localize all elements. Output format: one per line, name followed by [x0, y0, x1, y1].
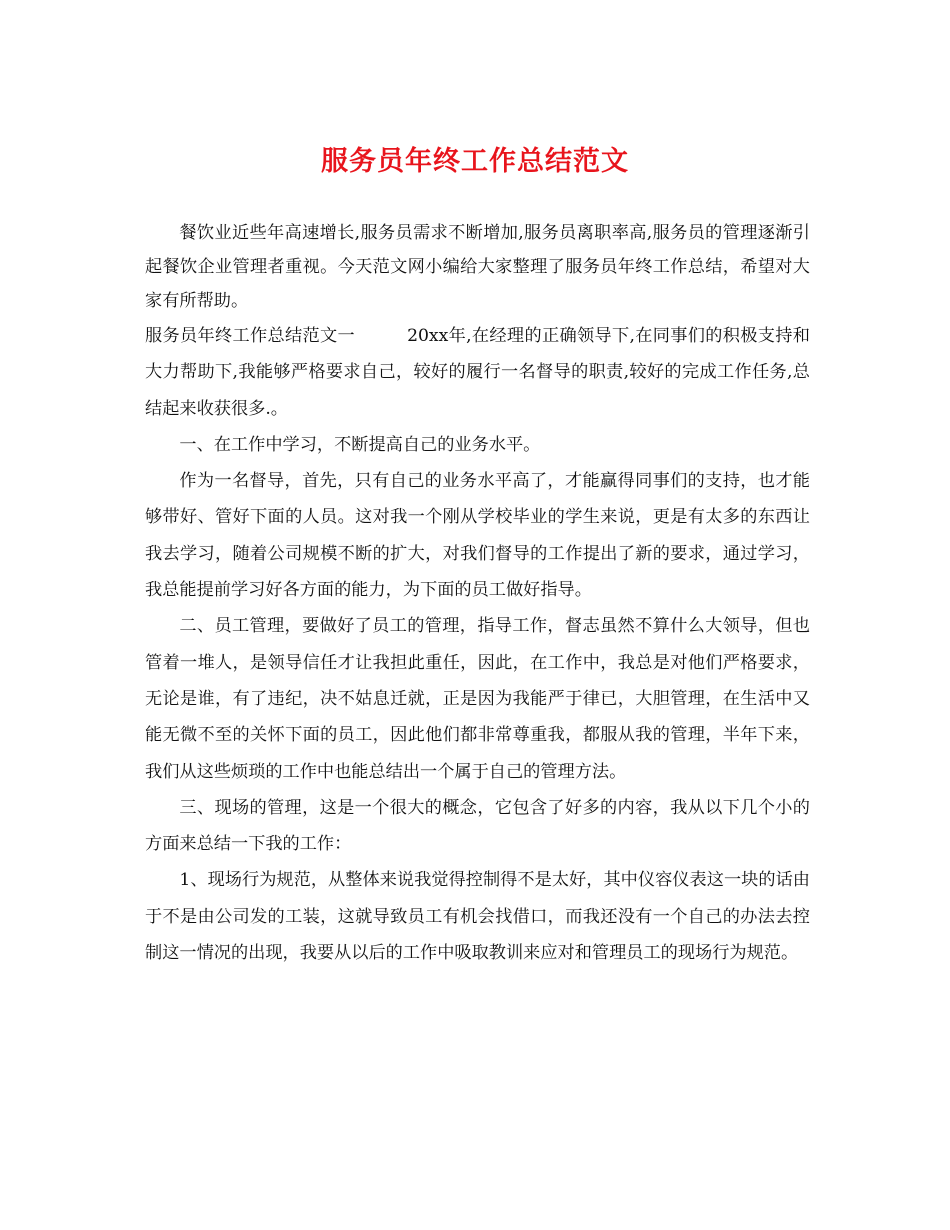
point-three-item-one: 1、现场行为规范，从整体来说我觉得控制得不是太好，其中仪容仪表这一块的话由于不是由公司发的工装，这就导致员工有机会找借口，而我还没有一个自己的办法去控制这一情况的出现，我要从以后的工作中吸取教训来应对和管理员工的现场行为规范。: [145, 870, 810, 964]
section-paragraph: [145, 318, 810, 427]
intro-paragraph: 餐饮业近些年高速增长,服务员需求不断增加,服务员离职率高,服务员的管理逐渐引起餐饮企业管理者重视。今天范文网小编给大家整理了服务员年终工作总结，希望对大家有所帮助。: [145, 223, 810, 311]
section-heading: 服务员年终工作总结范文一: [145, 326, 356, 346]
section-opening-text: 20xx年,在经理的正确领导下,在同事们的积极支持和大力帮助下,我能够严格要求自己，较好的履行一名督导的职责,较好的完成工作任务,总结起来收获很多.。: [145, 326, 810, 419]
point-one-body: 作为一名督导，首先，只有自己的业务水平高了，才能赢得同事们的支持，也才能够带好、管好下面的人员。这对我一个刚从学校毕业的学生来说，更是有太多的东西让我去学习，随着公司规模不断的扩大，对我们督导的工作提出了新的要求，通过学习，我总能提前学习好各方面的能力，为下面的员工做好指导。: [145, 471, 810, 601]
point-three-heading: 三、现场的管理，这是一个很大的概念，它包含了好多的内容，我从以下几个小的方面来总结一下我的工作：: [145, 797, 810, 855]
point-one-heading: 一、在工作中学习，不断提高自己的业务水平。: [179, 434, 541, 455]
document-title: 服务员年终工作总结范文: [321, 146, 629, 177]
point-two-body: 二、员工管理，要做好了员工的管理，指导工作，督志虽然不算什么大领导，但也管着一堆人，是领导信任才让我担此重任，因此，在工作中，我总是对他们严格要求，无论是谁，有了违纪，决不姑息迁就，正是因为我能严于律已，大胆管理，在生活中又能无微不至的关怀下面的员工，因此他们都非常尊重我，都服从我的管理，半年下来，我们从这些烦琐的工作中也能总结出一个属于自己的管理方法。: [145, 616, 810, 782]
document-body: [145, 216, 810, 971]
